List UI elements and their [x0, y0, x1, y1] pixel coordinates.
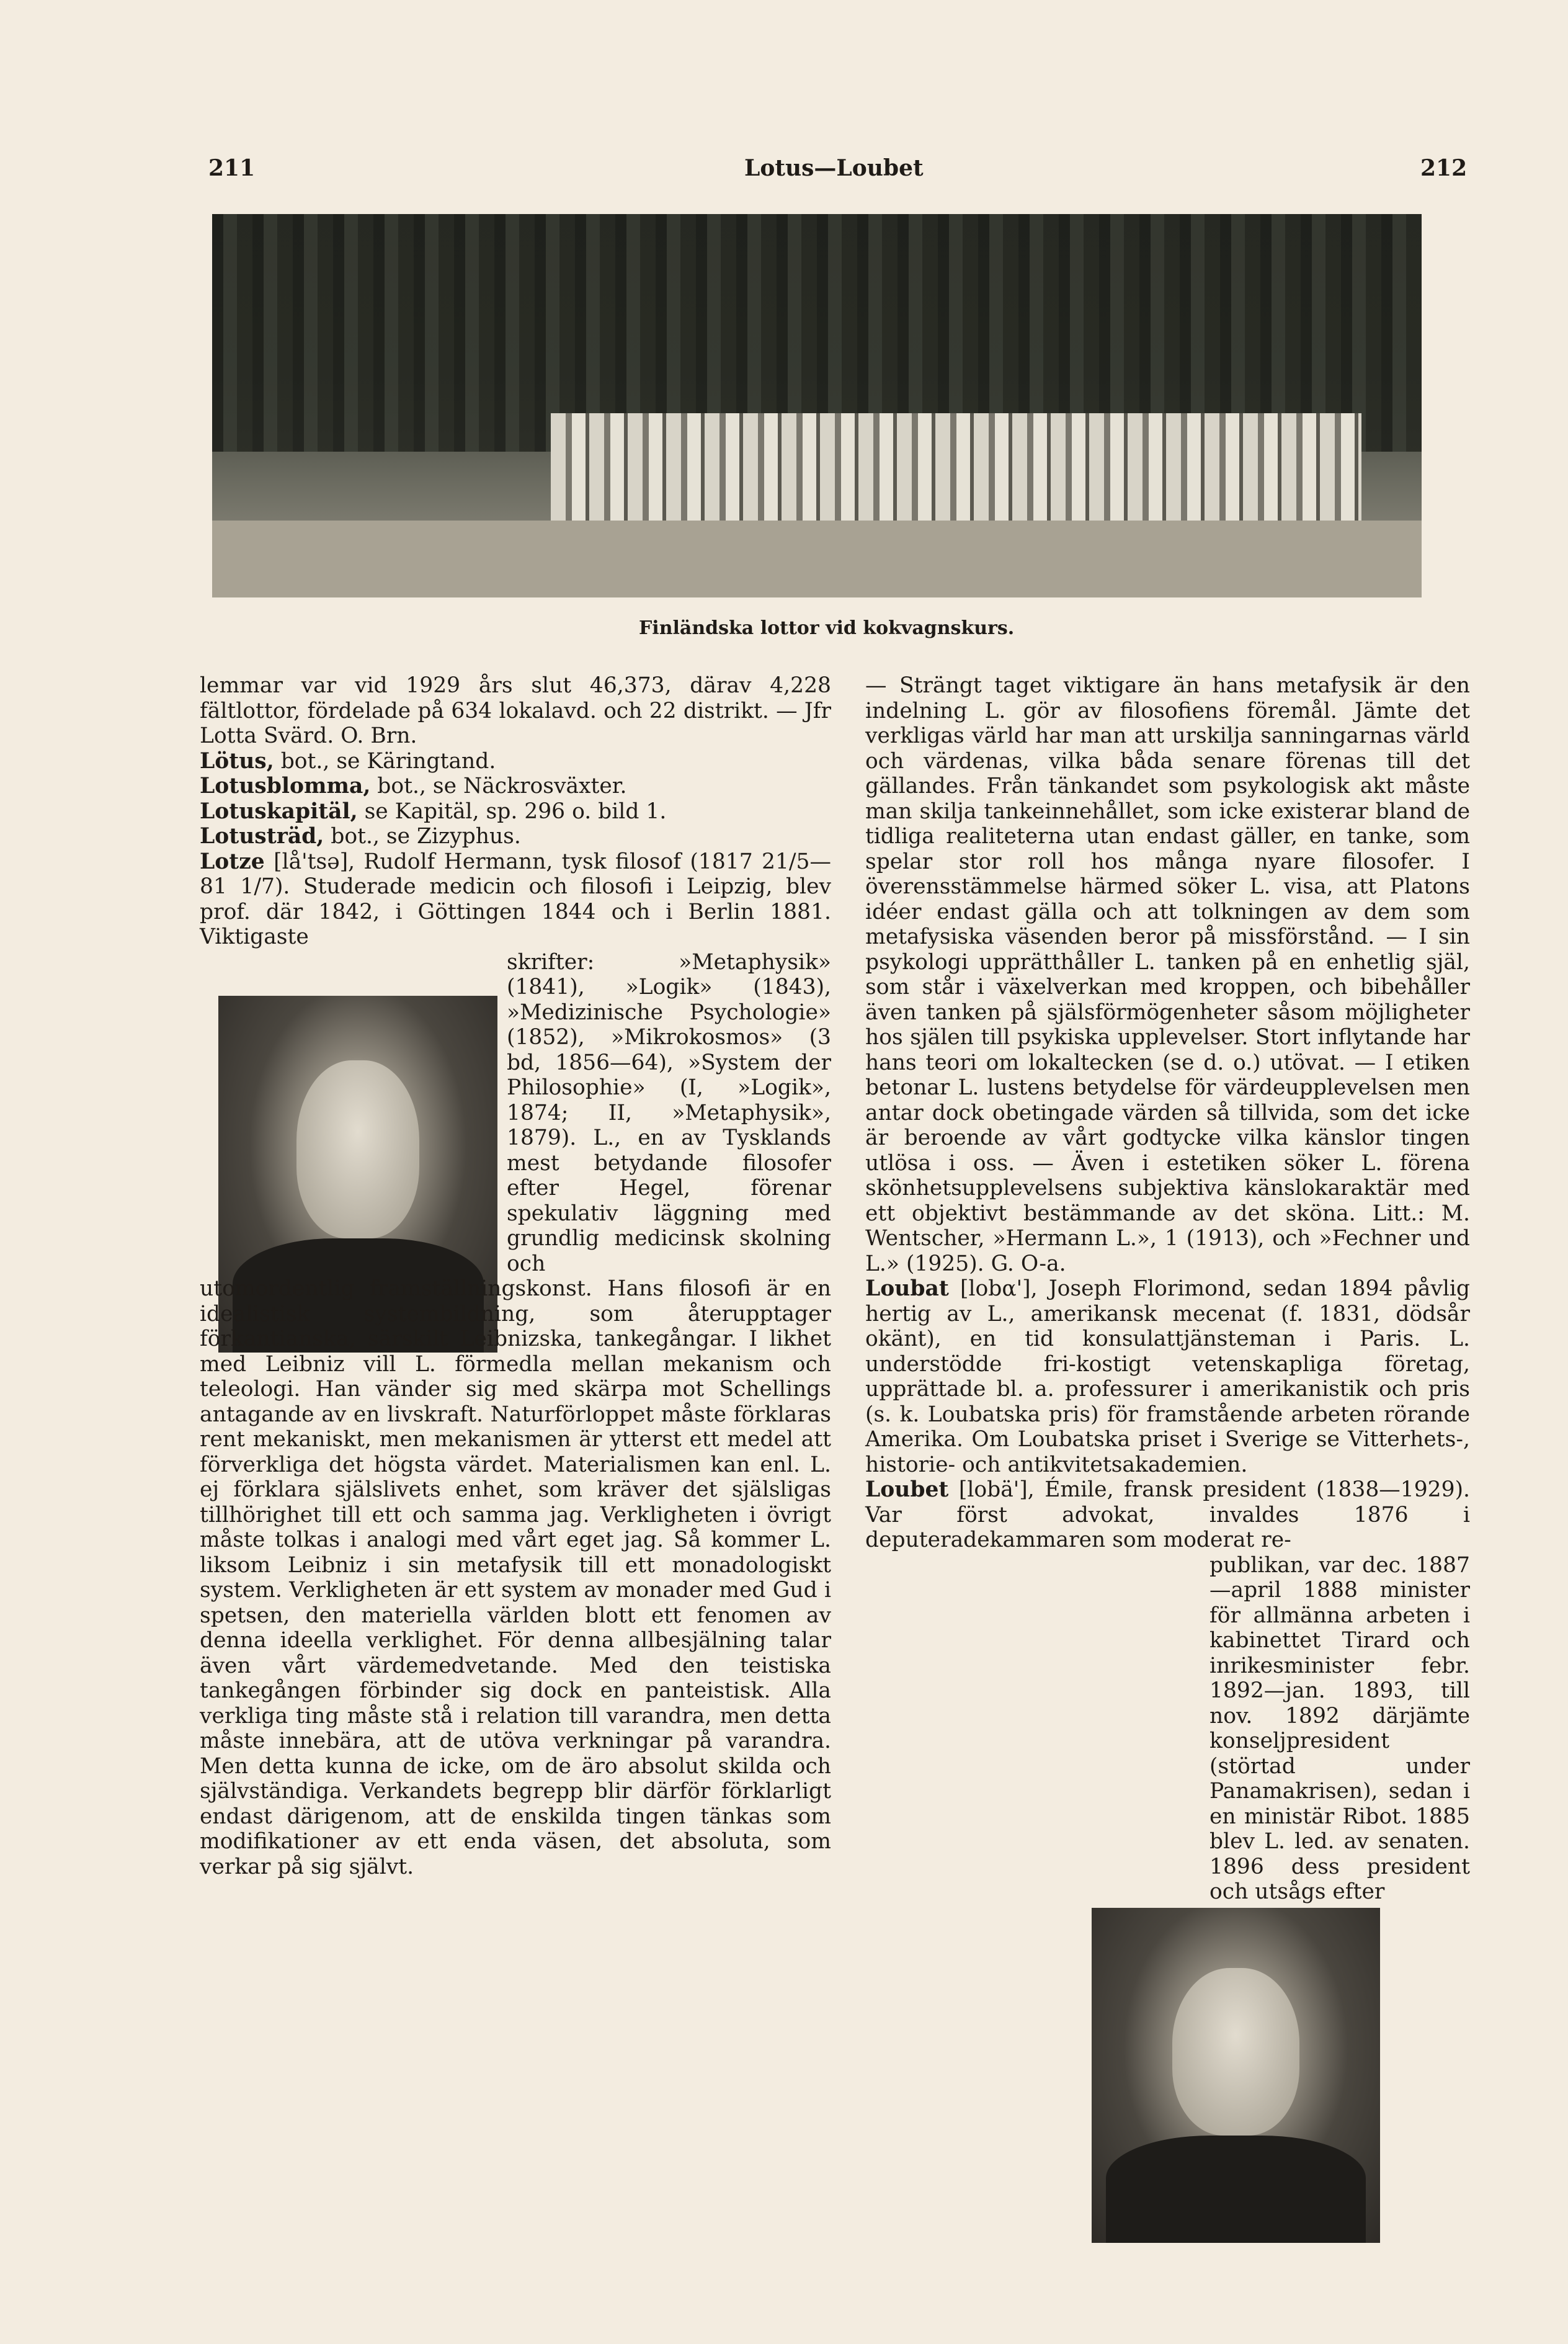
headword: Loubet: [865, 1477, 949, 1502]
entry-text-beside-portrait: publikan, var dec. 1887 —april 1888 minister för allmänna arbeten i kabinettet Tirard och inrikesminister febr. 1892—jan. 1893, till nov. 1892 därjämte konseljpresident (störtad under Panamakrisen), sedan i en ministär Ribot. 1885 blev L. led. av senaten. 1896 dess president och utsågs efter: [1209, 1552, 1470, 1904]
headword: Lotusblomma,: [200, 774, 371, 798]
headword: Lötus,: [200, 748, 274, 774]
left-column: [200, 673, 831, 1879]
photo-caption: Finländska lottor vid kokvagnskurs.: [639, 617, 1015, 639]
entry-text: [lobα'], Joseph Florimond, sedan 1894 påvlig hertig av L., amerikansk mecenat (f. 1831, dödsår okänt), en tid konsulattjänsteman i Paris. L. understödde fri-kostigt vetenskapliga företag, upprättade bl. a. professurer i amerikanistik och pris (s. k. Loubatska pris) för framstående arbeten rörande Amerika. Om Loubatska priset i Sverige se Vitterhets-, historie- och antikvitetsakademien.: [865, 1276, 1470, 1477]
headword: Lotze: [200, 849, 265, 874]
page-number-left: 211: [208, 155, 256, 181]
entry-text: se Kapitäl, sp. 296 o. bild 1.: [364, 798, 667, 824]
entry-text-beside-portrait: skrifter: »Metaphysik» (1841), »Logik» (1843), »Medizinische Psychologie» (1852), »Mikrokosmos» (3 bd, 1856—64), »System der Philosophie» (I, »Logik», 1874; II, »Metaphysik», 1879). L., en av Tysklands mest betydande filosofer efter Hegel, förenar spekulativ läggning med grundlig medicinsk skolning och: [507, 949, 831, 1276]
page-number-right: 212: [1420, 155, 1468, 181]
entry-text: bot., se Zizyphus.: [331, 824, 521, 849]
paragraph: — Strängt taget viktigare än hans metafysik är den indelning L. gör av filosofiens föremål. Jämte det verkligas värld har man att urskilja sanningarnas värld och värdenas, vilka båda senare förenas till det gällandes. Från tänkandet som psykologisk akt måste man skilja tankeinnehållet, som icke existerar bland de tidliga realiteterna utan endast gäller, en tanke, som spelar stor roll hos många nyare filosofer. I överensstämmelse härmed söker L. visa, att Platons idéer endast gälla och att tolkningen av dem som metafysiska väsenden beror på missförstånd. — I sin psykologi upprätthåller L. tanken på en enhetlig själ, som står i växelverkan med kroppen, och bibehåller även tanken på själsförmögenheter såsom möjligheter hos själen till psykiska upplevelser. Stort inflytande har hans teori om lokaltecken (se d. o.) utövat. — I etiken betonar L. lustens betydelse för värdeupplevelsen men antar dock obetingade värden så tillvida, som det icke är beroende av vårt godtycke vilka känslor tingen utlösa i oss. — Även i estetiken söker L. förena skönhetsupplevelsens subjektiva känslokaraktär med ett objektivt bestämmande av det sköna. Litt.: M. Wentscher, »Hermann L.», 1 (1913), och »Fechner und L.» (1925). G. O-a.: [865, 673, 1470, 1276]
headword: Loubat: [865, 1276, 949, 1301]
portrait-loubet: [1092, 1908, 1380, 2243]
paragraph: lemmar var vid 1929 års slut 46,373, därav 4,228 fältlottor, fördelade på 634 lokalavd. och 22 distrikt. — Jfr Lotta Svärd. O. Brn.: [200, 673, 831, 748]
entry-text: [lobä'], Émile, fransk president (1838—1929). Var först advokat, invaldes 1876 i deputeradekammaren som moderat re-: [865, 1477, 1470, 1552]
running-title: Lotus—Loubet: [744, 155, 924, 181]
entry-text: utomordentlig framställningskonst. Hans filosofi är en idealistisk systembildning, som återupptager förkantianska, särskilt Leibnizska, tankegångar. I likhet med Leibniz vill L. förmedla mellan mekanism och teleologi. Han vänder sig med skärpa mot Schellings antagande av en livskraft. Naturförloppet måste förklaras rent mekaniskt, men mekanismen är ytterst ett medel att förverkliga det högsta värdet. Materialismen kan enl. L. ej förklara själslivets enhet, som kräver det själsligas tillhörighet till ett och samma jag. Verkligheten i övrigt måste tolkas i analogi med vårt eget jag. Så kommer L. liksom Leibniz i sin metafysik till ett monadologiskt system. Verkligheten är ett system av monader med Gud i spetsen, den materiella världen blott ett fenomen av denna ideella verklighet. För denna allbesjälning talar även vårt värdemedvetande. Med den teistiska tankegången förbinder sig dock en panteistisk. Alla verkliga ting måste stå i relation till varandra, men detta måste innebära, att de utöva verkningar på varandra. Men detta kunna de icke, om de äro absolut skilda och självständiga. Verkandets begrepp blir därför förklarligt endast därigenom, att de enskilda tingen tänkas som modifikationer av ett enda väsen, det absoluta, som verkar på sig självt.: [200, 1276, 831, 1879]
entry-text: bot., se Näckrosväxter.: [377, 774, 627, 798]
right-column: [865, 673, 1470, 1905]
headword: Lotusträd,: [200, 824, 324, 849]
entry-text: bot., se Käringtand.: [280, 748, 496, 774]
group-photo: [212, 214, 1422, 597]
entry-text: [lå'tsə], Rudolf Hermann, tysk filosof (1817 21/5—81 1/7). Studerade medicin och filosofi i Leipzig, blev prof. där 1842, i Göttingen 1844 och i Berlin 1881. Viktigaste: [200, 849, 831, 949]
headword: Lotuskapitäl,: [200, 798, 358, 824]
